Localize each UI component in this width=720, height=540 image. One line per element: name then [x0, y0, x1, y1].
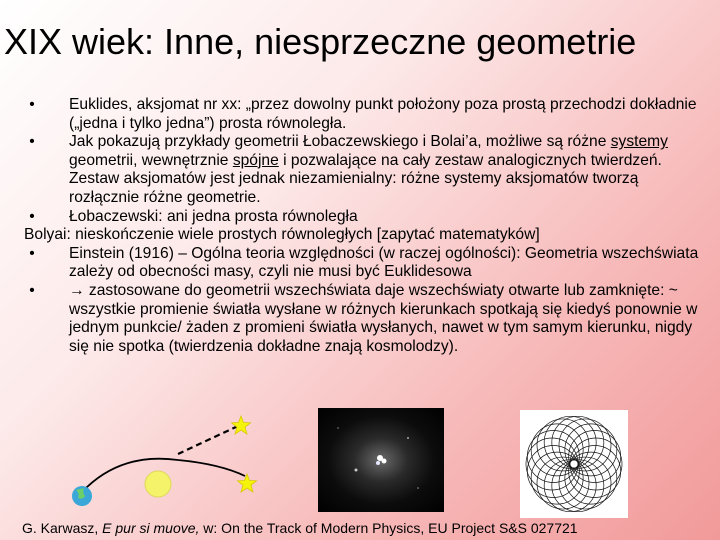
footer-citation — [22, 520, 712, 536]
bullet-icon: • — [29, 281, 35, 299]
line-text: Bolyai: nieskończenie wiele prostych równoległych [zapytać matematyków] — [24, 226, 540, 244]
bullet-icon: • — [29, 207, 35, 225]
rose-curve-drawing — [520, 410, 628, 518]
footer-italic-title: E pur si muove, — [102, 520, 200, 536]
bullet-item — [24, 245, 710, 282]
bullet-icon: • — [29, 96, 35, 113]
bullet-text — [69, 133, 668, 206]
bullet-icon: • — [29, 244, 35, 262]
footer-source: w: On the Track of Modern Physics, EU Project S&S 027721 — [199, 520, 578, 536]
rose-loop — [559, 457, 611, 509]
earth-icon — [72, 486, 92, 506]
bullet-item — [24, 133, 710, 207]
plain-line — [24, 226, 710, 245]
rose-loop — [537, 419, 589, 471]
apparent-star-icon — [232, 416, 251, 434]
bullet-text: Einstein (1916) – Ogólna teoria względności (w raczej ogólności): Geometria wszechświata zależy od obecności masy, czyli nie musi być Euklidesowa — [69, 244, 699, 281]
bullet-item — [24, 96, 710, 133]
apparent-direction-line — [178, 426, 238, 454]
rose-curve-icon — [520, 410, 628, 518]
underlined-word: systemy — [610, 133, 668, 151]
slide-title: XIX wiek: Inne, niesprzeczne geometrie — [4, 21, 637, 62]
bullet-text: → zastosowane do geometrii wszechświata daje wszechświaty otwarte lub zamknięte: ~ wszystkie promienie światła wysłane w różnych kierunkach spotkają się kiedyś ponownie w jednym punkcie/ żaden z promieni światła wysłanych, nawet w tym samym kierunku, nigdy się nie spotka (twierdzenia dokładne znają kosmolodzy). — [69, 281, 698, 355]
galaxy-core-icon — [318, 408, 444, 512]
underlined-word: spójne — [232, 151, 279, 169]
slide-body — [24, 96, 710, 356]
footer-author: G. Karwasz, — [22, 520, 103, 536]
bullet-text: Łobaczewski: ani jedna prosta równoległa — [69, 207, 358, 225]
galaxy-photo — [318, 408, 444, 512]
gravitational-lensing-illustration — [60, 412, 300, 514]
bullet-item — [24, 208, 710, 227]
bullet-item — [24, 282, 710, 356]
text-segment: geometrii, wewnętrznie — [69, 151, 233, 169]
text-segment: Jak pokazują przykłady geometrii Łobaczewskiego i Bolai’a, możliwe są różne — [69, 133, 611, 151]
bullet-icon: • — [29, 133, 35, 151]
sun-icon — [145, 471, 171, 497]
star-icon — [238, 474, 257, 492]
bullet-text: Euklides, aksjomat nr xx: „przez dowolny punkt położony poza prostą przechodzi dokładnie („jedna i tylko jedna”) prosta równoległa. — [69, 96, 697, 132]
text-segment: i pozwalające na cały zestaw analogicznych twierdzeń. Zestaw aksjomatów jest jednak niezamienialny: różne systemy aksjomatów tworzą rozłącznie różne geometrie. — [69, 151, 662, 206]
